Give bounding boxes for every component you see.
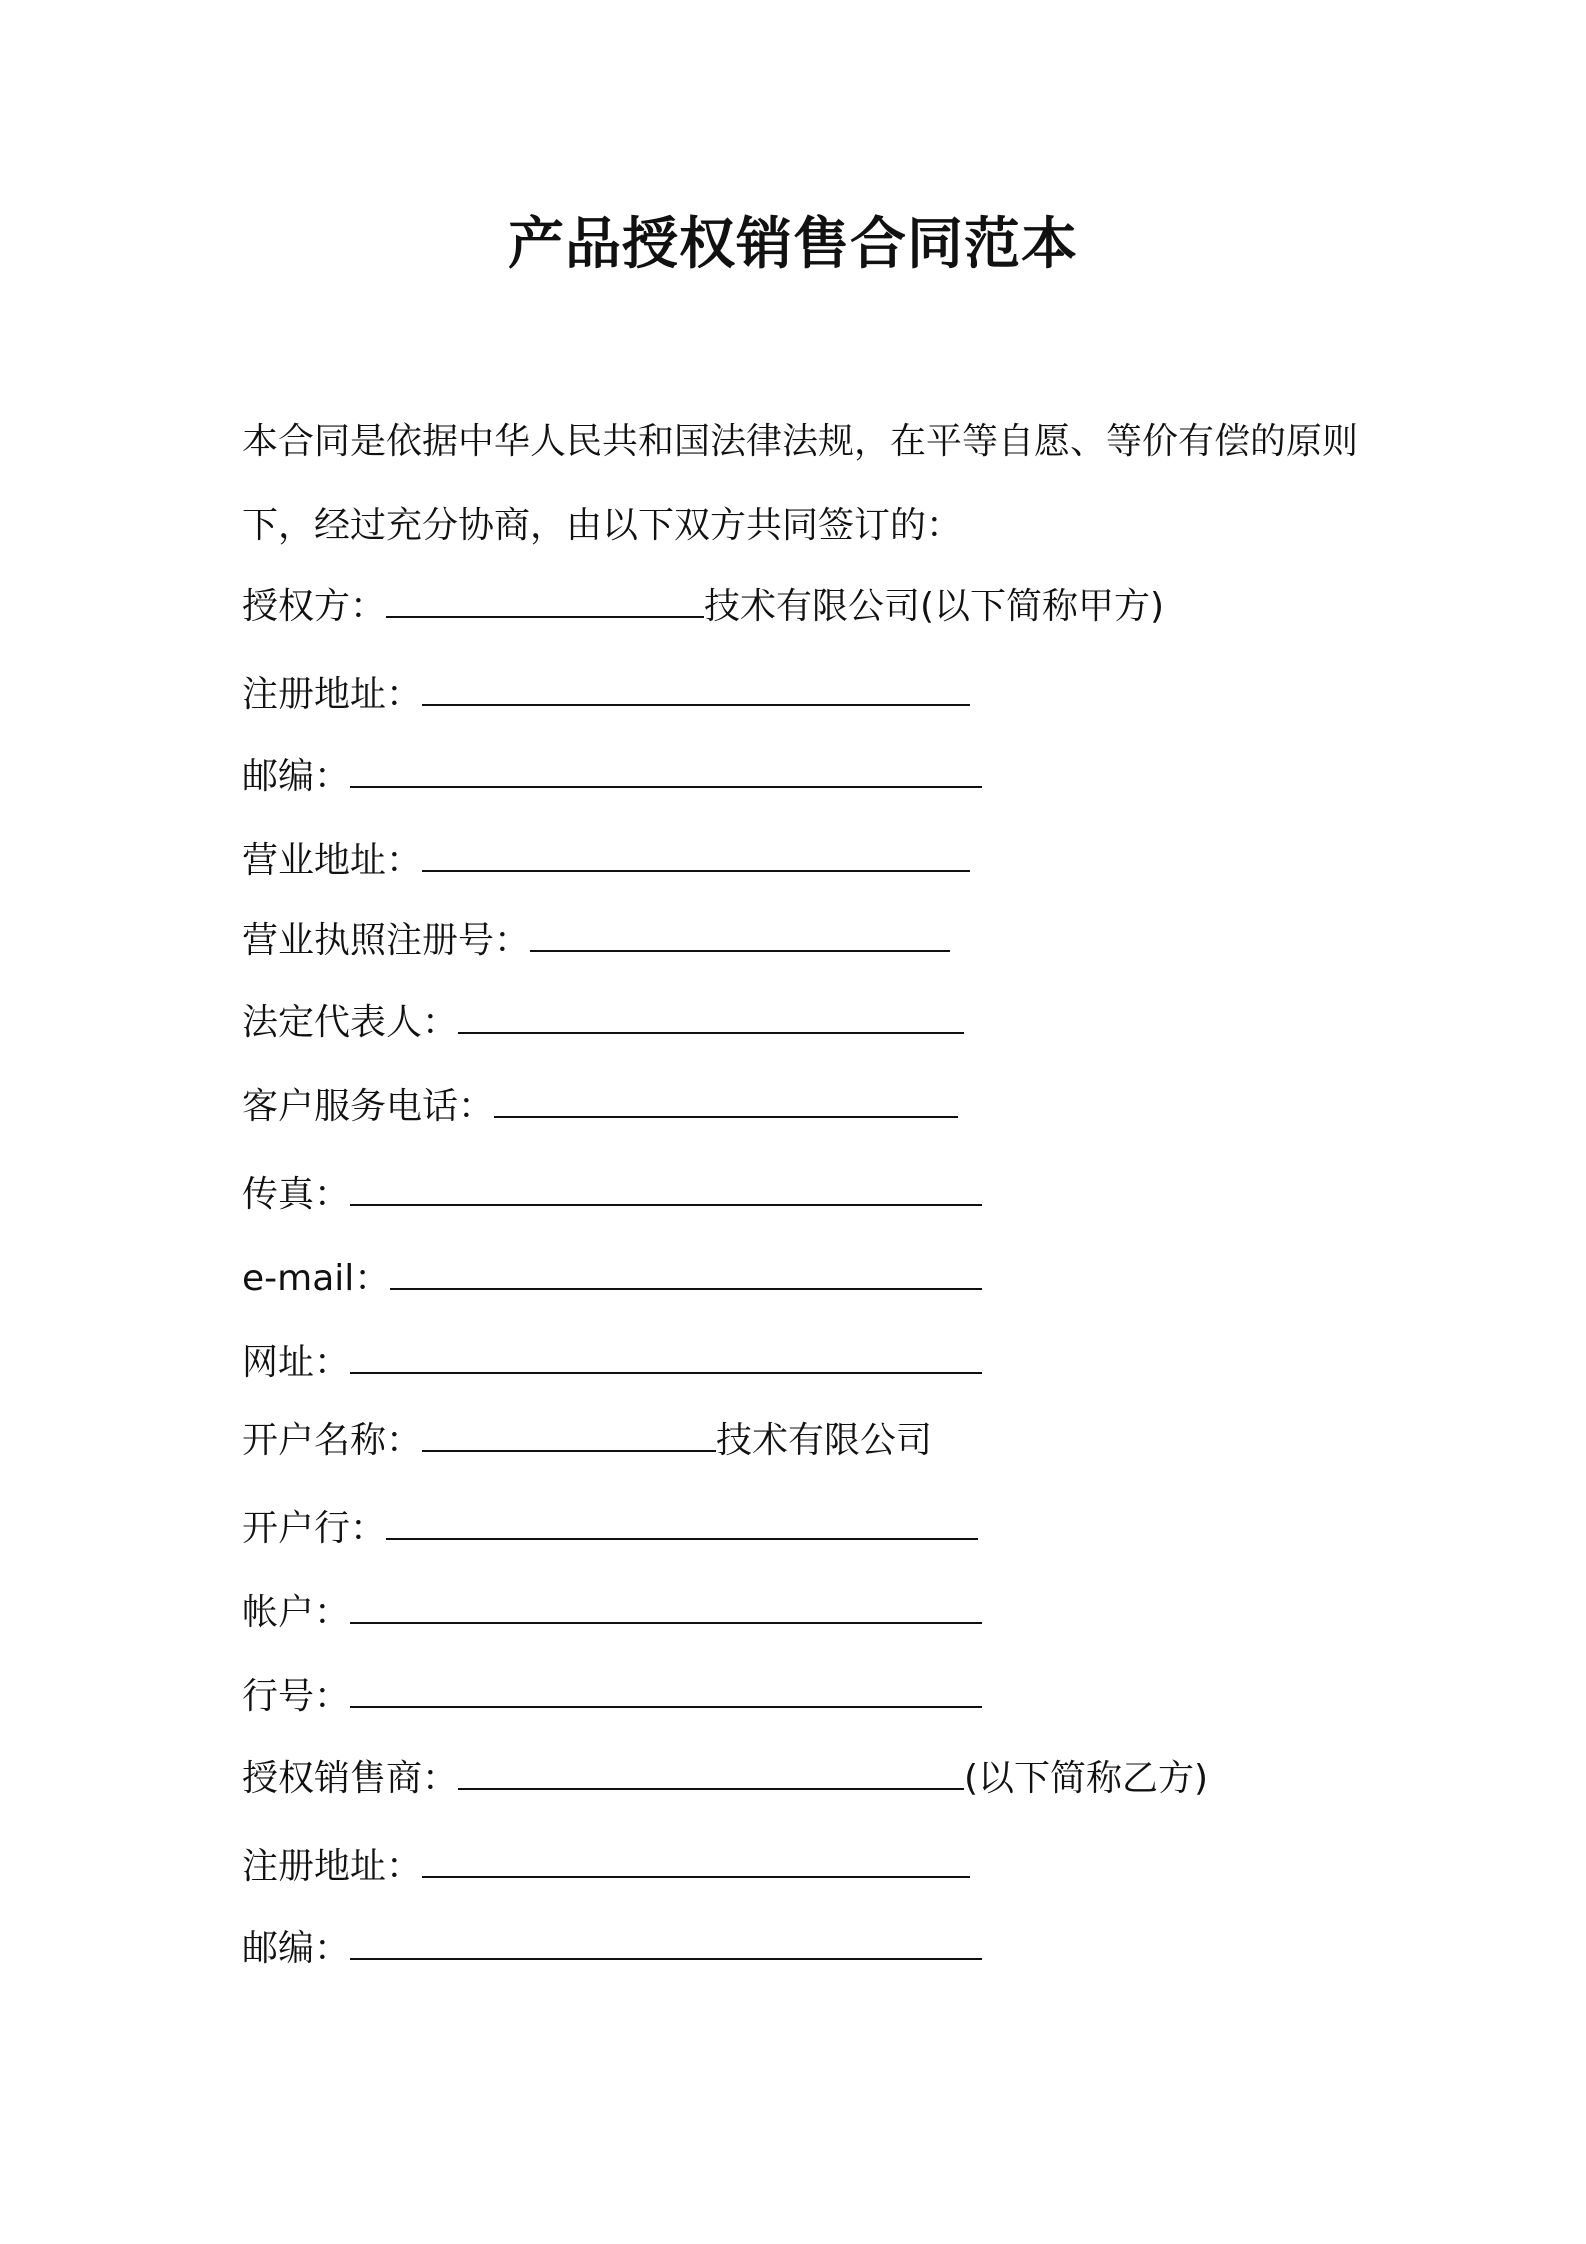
authorizer-blank[interactable] — [386, 580, 704, 618]
service-phone-line — [242, 1080, 958, 1132]
fax-blank[interactable] — [350, 1168, 982, 1206]
distributor-label: 授权销售商： — [242, 1758, 459, 1799]
bank-no-blank[interactable] — [350, 1670, 982, 1708]
postcode-b-label: 邮编： — [242, 1928, 351, 1969]
authorizer-line — [242, 580, 1164, 632]
email-label: e-mail： — [242, 1258, 391, 1299]
postcode-b-line — [242, 1922, 982, 1974]
reg-address-a-line — [242, 668, 970, 720]
bank-no-line — [242, 1670, 982, 1722]
bank-label: 开户行： — [242, 1508, 387, 1549]
distributor-suffix: (以下简称乙方) — [964, 1758, 1209, 1799]
account-name-line — [242, 1414, 932, 1466]
distributor-line — [242, 1752, 1208, 1804]
service-phone-blank[interactable] — [494, 1080, 958, 1118]
reg-address-a-blank[interactable] — [422, 668, 970, 706]
fax-label: 传真： — [242, 1174, 351, 1215]
license-no-line — [242, 914, 950, 966]
bank-line — [242, 1502, 978, 1554]
reg-address-b-label: 注册地址： — [242, 1846, 423, 1887]
authorizer-label: 授权方： — [242, 586, 387, 627]
postcode-a-blank[interactable] — [350, 750, 982, 788]
reg-address-b-line — [242, 1840, 970, 1892]
bank-no-label: 行号： — [242, 1676, 351, 1717]
account-name-label: 开户名称： — [242, 1420, 423, 1461]
email-line — [242, 1252, 982, 1304]
reg-address-a-label: 注册地址： — [242, 674, 423, 715]
reg-address-b-blank[interactable] — [422, 1840, 970, 1878]
business-address-label: 营业地址： — [242, 840, 423, 881]
legal-rep-label: 法定代表人： — [242, 1002, 459, 1043]
document-title: 产品授权销售合同范本 — [508, 212, 1078, 277]
license-no-blank[interactable] — [530, 914, 950, 952]
account-label: 帐户： — [242, 1592, 351, 1633]
legal-rep-line — [242, 996, 964, 1048]
website-label: 网址： — [242, 1342, 351, 1383]
authorizer-suffix: 技术有限公司(以下简称甲方) — [704, 586, 1165, 627]
distributor-blank[interactable] — [458, 1752, 964, 1790]
intro-paragraph: 本合同是依据中华人民共和国法律法规，在平等自愿、等价有偿的原则下，经过充分协商，由以下双方共同签订的： — [242, 421, 1359, 546]
account-line — [242, 1586, 982, 1638]
postcode-a-label: 邮编： — [242, 756, 351, 797]
fax-line — [242, 1168, 982, 1220]
postcode-a-line — [242, 750, 982, 802]
business-address-line — [242, 834, 970, 886]
account-name-blank[interactable] — [422, 1414, 716, 1452]
bank-blank[interactable] — [386, 1502, 978, 1540]
account-blank[interactable] — [350, 1586, 982, 1624]
email-blank[interactable] — [390, 1252, 982, 1290]
service-phone-label: 客户服务电话： — [242, 1086, 495, 1127]
legal-rep-blank[interactable] — [458, 996, 964, 1034]
postcode-b-blank[interactable] — [350, 1922, 982, 1960]
website-line — [242, 1336, 982, 1388]
business-address-blank[interactable] — [422, 834, 970, 872]
account-name-suffix: 技术有限公司 — [716, 1420, 933, 1461]
license-no-label: 营业执照注册号： — [242, 920, 531, 961]
website-blank[interactable] — [350, 1336, 982, 1374]
